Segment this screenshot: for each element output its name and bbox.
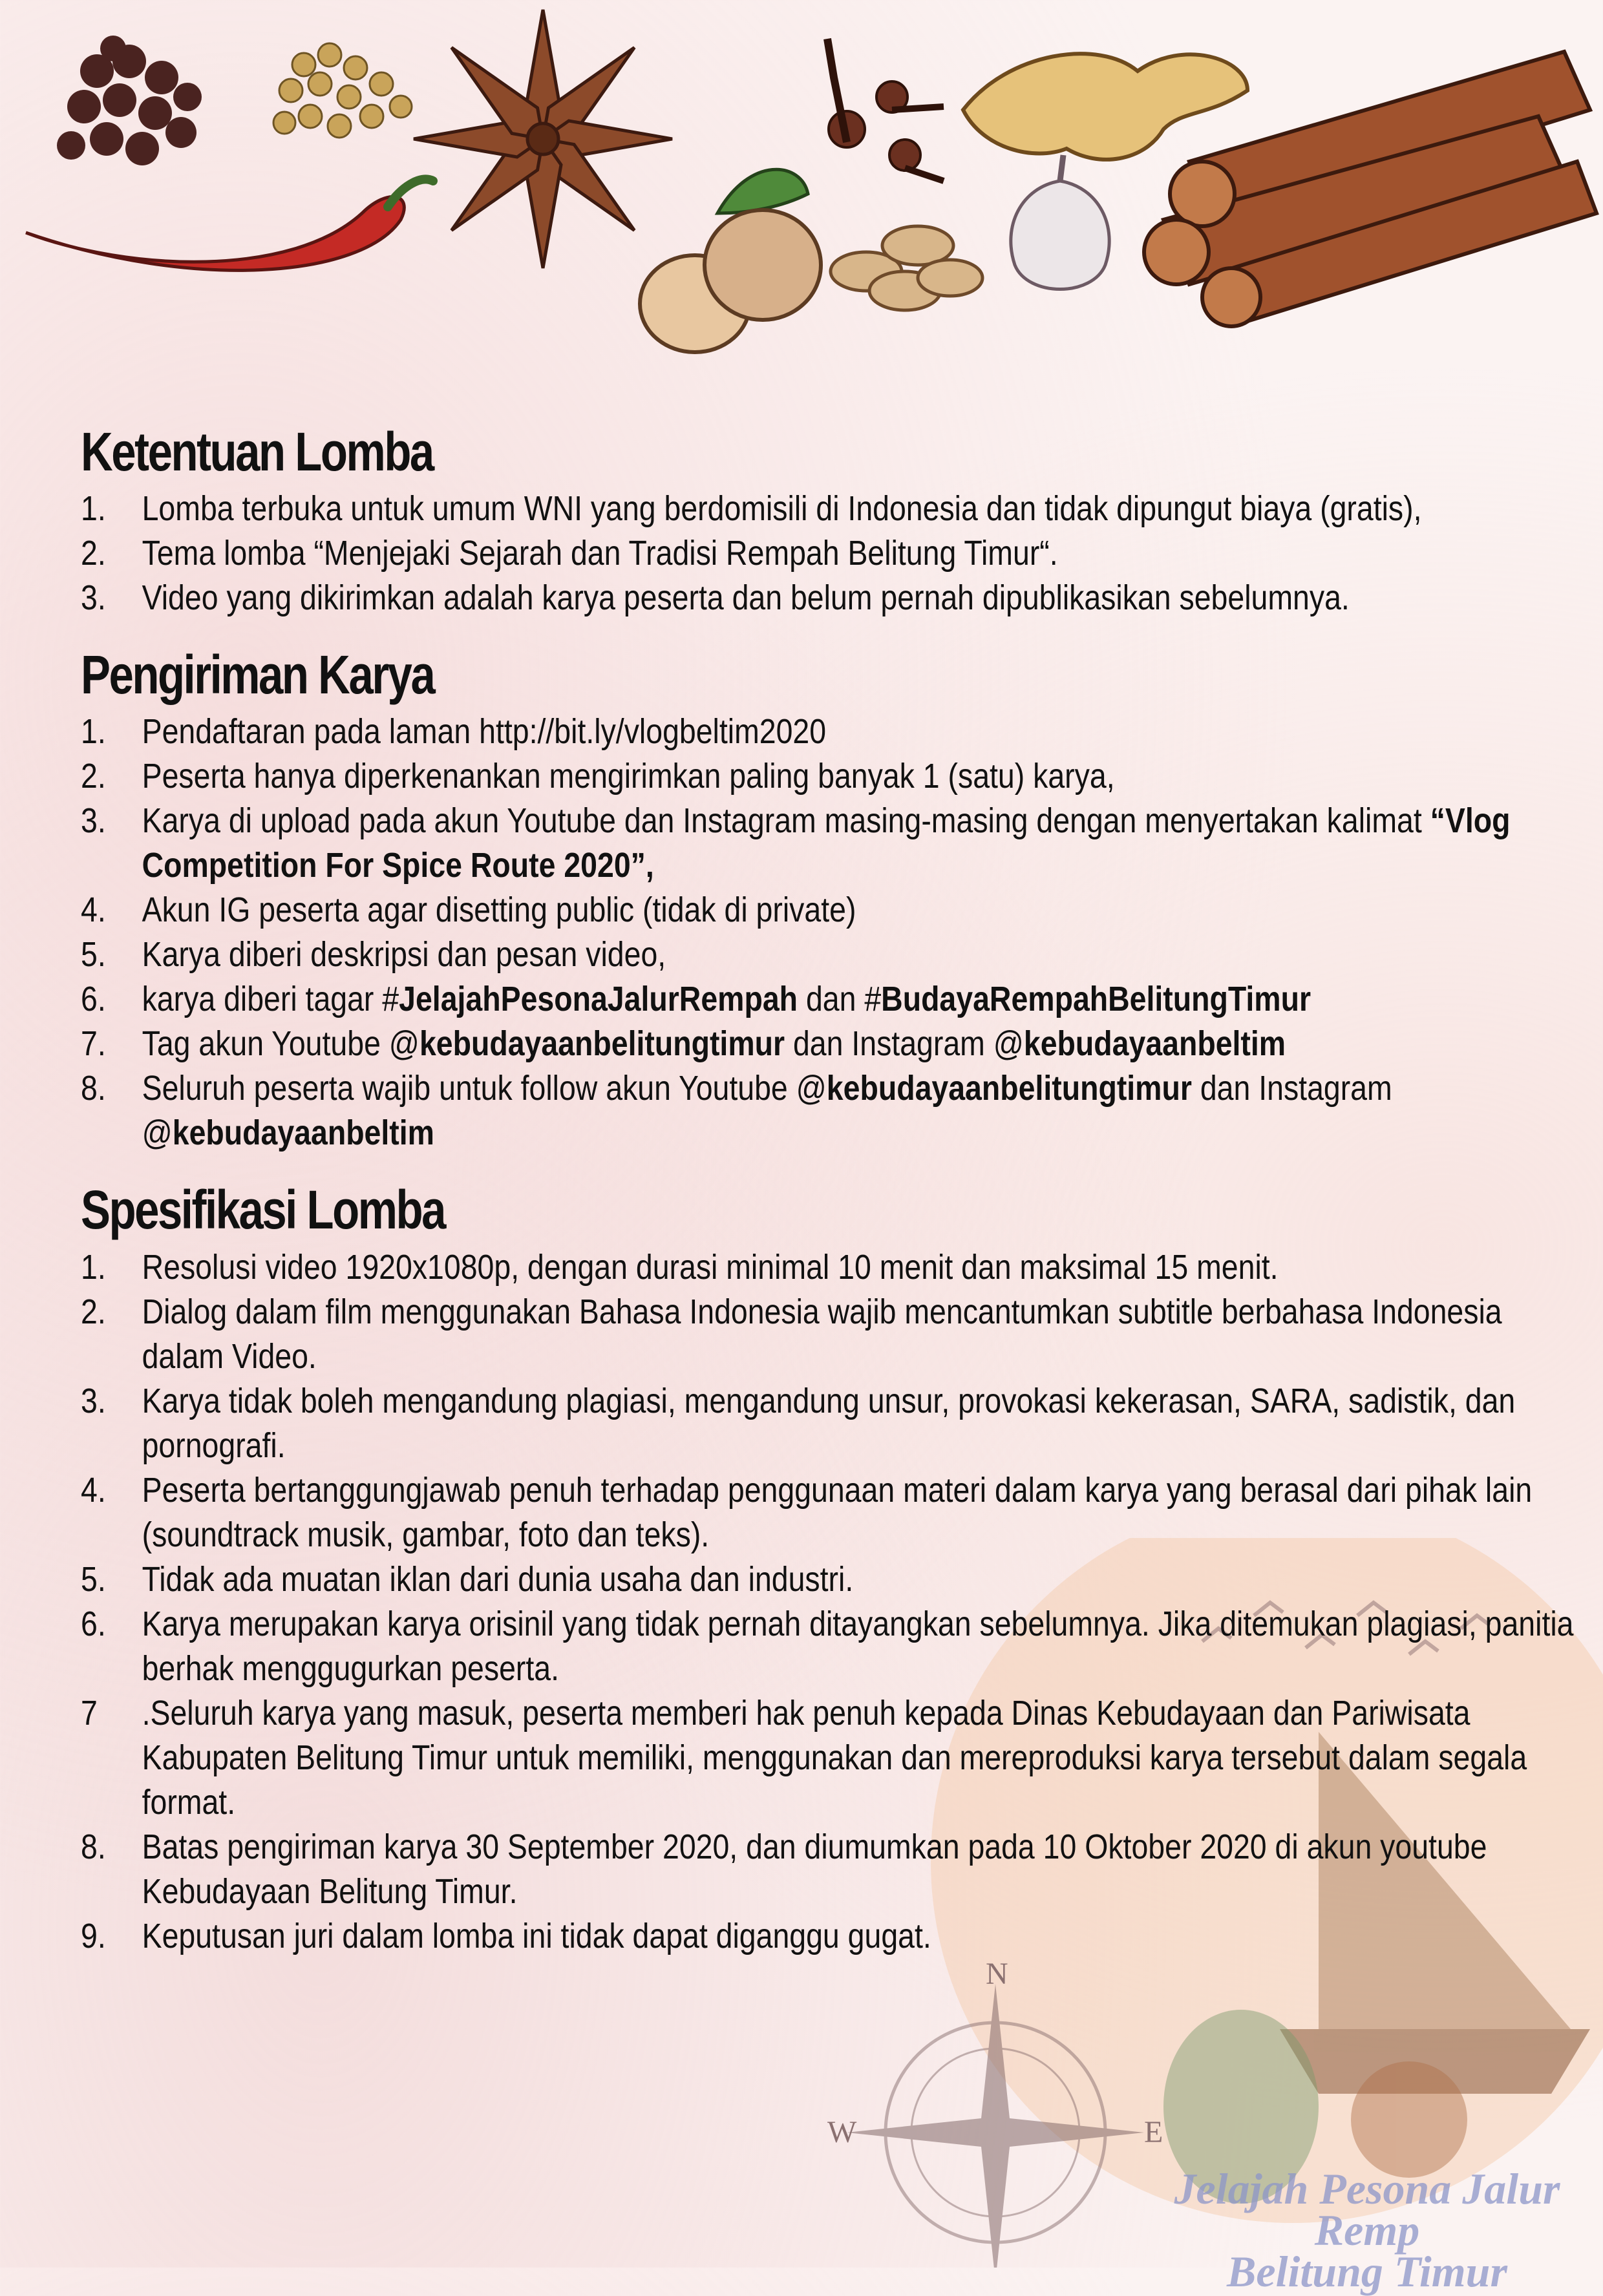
section-ketentuan-lomba [81,423,1529,620]
item-text: Seluruh peserta wajib untuk follow akun Youtube @ [142,1069,827,1108]
item-number: 6. [81,980,106,1019]
item-number: 5. [81,935,106,974]
nutmeg-icon [640,169,821,352]
item-text: Resolusi video 1920x1080p, dengan durasi minimal 10 menit dan maksimal 15 menit. [142,1247,1279,1287]
peppercorn-cluster-icon [57,36,202,165]
item-number: 9. [81,1916,106,1955]
item-number: 4. [81,1470,106,1510]
item-text: Akun IG peserta agar disetting public (tidak di private) [142,890,856,930]
ginger-icon [963,54,1247,160]
section-title: Spesifikasi Lomba [81,1179,445,1241]
list-item [81,932,1586,977]
list-item [81,1602,1586,1691]
spice-illustration-banner [0,0,1603,362]
item-text: Tidak ada muatan iklan dari dunia usaha dan industri. [142,1559,854,1599]
list-item [81,1557,1586,1602]
item-text-bold: kebudayaanbelitungtimur [419,1024,785,1064]
item-text: Tema lomba “Menjejaki Sejarah dan Tradisi Rempah Belitung Timur“. [142,534,1058,573]
item-text: Peserta hanya diperkenankan mengirimkan paling banyak 1 (satu) karya, [142,757,1115,796]
item-text: dan Instagram @ [142,1069,1392,1153]
item-text: Karya di upload pada akun Youtube dan Instagram masing-masing dengan menyertakan kalimat [142,801,1430,841]
item-text: Tag akun Youtube @ [142,1024,419,1064]
list-item [81,1379,1586,1468]
watermark-logo-text [1141,2164,1593,2296]
list-item [81,1468,1586,1557]
item-text-bold: BudayaRempahBelitungTimur [881,980,1311,1019]
item-number: 5. [81,1559,106,1599]
section-title: Ketentuan Lomba [81,421,433,482]
list-item [81,531,1586,576]
clove-icon [827,39,944,181]
section-spesifikasi-lomba [81,1179,1574,1958]
garlic-icon [1011,155,1109,290]
red-chili-icon [26,179,433,270]
item-text: Karya tidak boleh mengandung plagiasi, mengandung unsur, provokasi kekerasan, SARA, sadistik, dan pornografi. [142,1381,1516,1465]
item-text-bold: JelajahPesonaJalurRempah [399,980,798,1019]
list-item [81,1691,1586,1825]
specification-list [81,1245,1574,1959]
list-item [81,710,1586,754]
section-pengiriman-karya [81,646,1529,1155]
item-text: Video yang dikirimkan adalah karya peserta dan belum pernah dipublikasikan sebelumnya. [142,578,1350,618]
item-text: karya diberi tagar # [142,980,399,1019]
compass-e-label: E [1144,2115,1163,2149]
item-text: Batas pengiriman karya 30 September 2020, dan diumumkan pada 10 Oktober 2020 di akun youtube Kebudayaan Belitung Timur. [142,1827,1487,1911]
section-title: Pengiriman Karya [81,644,434,706]
cardamom-pods-icon [831,226,982,310]
item-text: Pendaftaran pada laman http://bit.ly/vlogbeltim2020 [142,712,827,752]
list-item [81,1825,1586,1914]
item-number: 3. [81,1381,106,1420]
list-item [81,977,1586,1022]
item-text-bold: kebudayaanbeltim [172,1113,434,1153]
list-item [81,1290,1586,1379]
coriander-seeds-icon [273,43,412,138]
item-number: 2. [81,757,106,796]
compass-n-label: N [986,1957,1008,1991]
item-text: Karya diberi deskripsi dan pesan video, [142,935,666,974]
list-item [81,1066,1586,1155]
item-text: dan # [798,980,882,1019]
list-item [81,1245,1586,1290]
item-number: 3. [81,801,106,841]
item-text: Lomba terbuka untuk umum WNI yang berdomisili di Indonesia dan tidak dipungut biaya (gratis), [142,489,1422,529]
item-number: 8. [81,1069,106,1108]
item-number: 7. [81,1024,106,1064]
list-item [81,487,1586,531]
list-item [81,799,1586,888]
star-anise-icon [414,10,672,268]
item-number: 2. [81,534,106,573]
item-number: 3. [81,578,106,618]
item-number: 8. [81,1827,106,1866]
submission-list [81,710,1529,1155]
list-item [81,888,1586,932]
rules-list [81,487,1529,620]
item-number: 2. [81,1292,106,1331]
item-number: 1. [81,489,106,529]
item-text: Karya merupakan karya orisinil yang tidak pernah ditayangkan sebelumnya. Jika ditemukan plagiasi, panitia berhak menggugurkan peserta. [142,1604,1574,1688]
item-number: 1. [81,712,106,752]
main-content [81,421,1574,1985]
list-item [81,576,1586,620]
watermark-line-2: Belitung Timur [1227,2247,1507,2296]
watermark-line-1: Jelajah Pesona Jalur Remp [1174,2164,1560,2255]
item-text: Peserta bertanggungjawab penuh terhadap penggunaan materi dalam karya yang berasal dari pihak lain (soundtrack musik, gambar, foto dan teks). [142,1470,1533,1554]
list-item [81,1022,1586,1066]
list-item [81,1914,1586,1959]
item-text: dan Instagram @ [785,1024,1024,1064]
item-number: 4. [81,890,106,930]
list-item [81,754,1586,799]
item-number: 6. [81,1604,106,1643]
item-text: Keputusan juri dalam lomba ini tidak dapat diganggu gugat. [142,1916,931,1955]
compass-w-label: W [827,2115,857,2149]
item-text: Dialog dalam film menggunakan Bahasa Indonesia wajib mencantumkan subtitle berbahasa Indonesia dalam Video. [142,1292,1502,1376]
item-text: .Seluruh karya yang masuk, peserta memberi hak penuh kepada Dinas Kebudayaan dan Pariwisata Kabupaten Belitung Timur untuk memiliki, menggunakan dan mereproduksi karya tersebut dalam segala format. [142,1693,1527,1822]
item-number: 1. [81,1247,106,1287]
item-text-bold: kebudayaanbeltim [1023,1024,1286,1064]
item-text-bold: kebudayaanbelitungtimur [826,1069,1192,1108]
item-number: 7 [81,1693,98,1733]
item-text-bold: “Vlog Competition For Spice Route 2020”, [142,801,1511,885]
